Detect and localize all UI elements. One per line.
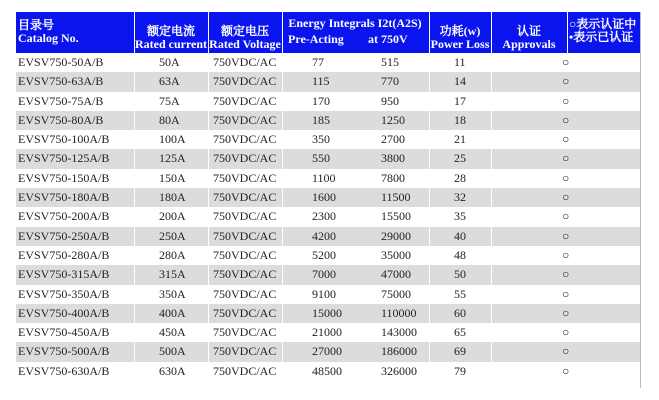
column-divider bbox=[491, 72, 492, 91]
cell-rated-voltage: 750VDC/AC bbox=[213, 170, 277, 185]
header-at750: at 750V bbox=[368, 32, 408, 46]
table-row bbox=[16, 169, 640, 188]
table-row bbox=[16, 227, 640, 246]
cell-catalog: EVSV750-315A/B bbox=[18, 267, 110, 282]
cell-rated-current: 150A bbox=[159, 170, 186, 185]
cell-pre-acting: 170 bbox=[312, 93, 330, 108]
cell-pre-acting: 5200 bbox=[312, 247, 336, 262]
table-body bbox=[16, 53, 640, 381]
cell-rated-current: 350A bbox=[159, 286, 186, 301]
column-divider bbox=[208, 227, 209, 246]
cell-rated-voltage: 750VDC/AC bbox=[213, 363, 277, 378]
table-row bbox=[16, 323, 640, 342]
column-divider bbox=[134, 227, 135, 246]
column-divider bbox=[134, 207, 135, 226]
column-divider bbox=[429, 227, 430, 246]
cell-rated-voltage: 750VDC/AC bbox=[213, 305, 277, 320]
cell-power-loss: 17 bbox=[454, 93, 466, 108]
table-row bbox=[16, 130, 640, 149]
cell-catalog: EVSV750-450A/B bbox=[18, 325, 110, 340]
cell-power-loss: 55 bbox=[454, 286, 466, 301]
cell-power-loss: 25 bbox=[454, 151, 466, 166]
column-divider bbox=[282, 323, 283, 342]
header-catalog-cn: 目录号 bbox=[18, 18, 55, 32]
column-divider bbox=[208, 53, 209, 72]
column-divider bbox=[491, 149, 492, 168]
cell-pre-acting: 1600 bbox=[312, 190, 336, 205]
column-divider bbox=[208, 304, 209, 323]
column-divider bbox=[134, 72, 135, 91]
column-divider bbox=[491, 265, 492, 284]
column-divider bbox=[282, 111, 283, 130]
column-divider bbox=[429, 53, 430, 72]
column-divider bbox=[134, 265, 135, 284]
cell-at-750v: 47000 bbox=[381, 267, 411, 282]
cell-catalog: EVSV750-50A/B bbox=[18, 55, 104, 69]
column-divider bbox=[282, 285, 283, 304]
cell-rated-voltage: 750VDC/AC bbox=[213, 112, 277, 127]
cell-rated-voltage: 750VDC/AC bbox=[213, 267, 277, 282]
cell-at-750v: 75000 bbox=[381, 286, 411, 301]
cell-catalog: EVSV750-400A/B bbox=[18, 305, 110, 320]
cell-rated-current: 280A bbox=[159, 247, 186, 262]
cell-at-750v: 29000 bbox=[381, 228, 411, 243]
cell-rated-voltage: 750VDC/AC bbox=[213, 325, 277, 340]
cell-power-loss: 21 bbox=[454, 132, 466, 147]
cell-rated-current: 400A bbox=[159, 305, 186, 320]
cell-power-loss: 14 bbox=[454, 74, 466, 89]
column-divider bbox=[208, 323, 209, 342]
column-divider bbox=[429, 362, 430, 381]
cell-power-loss: 32 bbox=[454, 190, 466, 205]
cell-at-750v: 326000 bbox=[381, 363, 417, 378]
column-divider bbox=[491, 304, 492, 323]
column-divider bbox=[134, 130, 135, 149]
table-row bbox=[16, 207, 640, 226]
column-divider bbox=[282, 342, 283, 361]
cell-catalog: EVSV750-125A/B bbox=[18, 151, 110, 166]
column-divider bbox=[208, 188, 209, 207]
cell-pre-acting: 48500 bbox=[312, 363, 342, 378]
column-divider bbox=[491, 285, 492, 304]
column-divider bbox=[134, 342, 135, 361]
column-divider bbox=[282, 53, 283, 72]
header-power-cn: 功耗(w) bbox=[439, 24, 481, 38]
cell-approval-status: ○ bbox=[562, 55, 570, 69]
column-divider bbox=[134, 169, 135, 188]
cell-rated-voltage: 750VDC/AC bbox=[213, 286, 277, 301]
cell-approval-status: ○ bbox=[562, 151, 570, 166]
column-divider bbox=[134, 362, 135, 381]
column-divider bbox=[282, 130, 283, 149]
header-current-en: Rated current bbox=[134, 37, 208, 51]
column-divider bbox=[134, 53, 135, 72]
cell-approval-status: ○ bbox=[562, 344, 570, 359]
cell-power-loss: 60 bbox=[454, 305, 466, 320]
column-divider bbox=[282, 72, 283, 91]
column-divider bbox=[491, 188, 492, 207]
cell-power-loss: 28 bbox=[454, 170, 466, 185]
cell-rated-voltage: 750VDC/AC bbox=[213, 93, 277, 108]
column-divider bbox=[491, 323, 492, 342]
column-divider bbox=[491, 53, 492, 72]
column-divider bbox=[134, 92, 135, 111]
cell-pre-acting: 2300 bbox=[312, 209, 336, 224]
product-spec-table bbox=[16, 12, 640, 381]
cell-rated-current: 180A bbox=[159, 190, 186, 205]
table-right-border bbox=[640, 12, 641, 388]
header-approvals-en: Approvals bbox=[502, 37, 556, 51]
cell-catalog: EVSV750-75A/B bbox=[18, 93, 104, 108]
cell-pre-acting: 9100 bbox=[312, 286, 336, 301]
header-approvals-cn: 认证 bbox=[516, 24, 541, 38]
cell-rated-voltage: 750VDC/AC bbox=[213, 74, 277, 89]
cell-rated-current: 315A bbox=[159, 267, 186, 282]
column-divider bbox=[134, 149, 135, 168]
cell-power-loss: 79 bbox=[454, 363, 466, 378]
cell-catalog: EVSV750-280A/B bbox=[18, 247, 110, 262]
cell-power-loss: 48 bbox=[454, 247, 466, 262]
cell-approval-status: ○ bbox=[562, 286, 570, 301]
cell-rated-current: 200A bbox=[159, 209, 186, 224]
column-divider bbox=[429, 188, 430, 207]
cell-rated-voltage: 750VDC/AC bbox=[213, 151, 277, 166]
cell-approval-status: ○ bbox=[562, 132, 570, 147]
column-divider bbox=[282, 227, 283, 246]
column-divider bbox=[282, 169, 283, 188]
column-divider bbox=[429, 92, 430, 111]
legend-certified: •表示已认证 bbox=[569, 30, 634, 44]
cell-rated-current: 63A bbox=[159, 74, 180, 89]
column-divider bbox=[491, 362, 492, 381]
column-divider bbox=[208, 92, 209, 111]
column-divider bbox=[491, 130, 492, 149]
cell-pre-acting: 350 bbox=[312, 132, 330, 147]
cell-power-loss: 35 bbox=[454, 209, 466, 224]
header-catalog-en: Catalog No. bbox=[18, 31, 79, 45]
column-divider bbox=[208, 169, 209, 188]
cell-at-750v: 143000 bbox=[381, 325, 417, 340]
cell-pre-acting: 21000 bbox=[312, 325, 342, 340]
column-divider bbox=[134, 323, 135, 342]
cell-at-750v: 15500 bbox=[381, 209, 411, 224]
cell-catalog: EVSV750-63A/B bbox=[18, 74, 104, 89]
column-divider bbox=[282, 92, 283, 111]
table-row bbox=[16, 72, 640, 91]
table-row bbox=[16, 92, 640, 111]
cell-pre-acting: 4200 bbox=[312, 228, 336, 243]
cell-at-750v: 1250 bbox=[381, 112, 405, 127]
column-divider bbox=[491, 227, 492, 246]
cell-pre-acting: 550 bbox=[312, 151, 330, 166]
cell-power-loss: 65 bbox=[454, 325, 466, 340]
cell-at-750v: 3800 bbox=[381, 151, 405, 166]
cell-pre-acting: 115 bbox=[312, 74, 330, 89]
cell-catalog: EVSV750-80A/B bbox=[18, 112, 104, 127]
column-divider bbox=[429, 207, 430, 226]
cell-catalog: EVSV750-100A/B bbox=[18, 132, 110, 147]
table-row bbox=[16, 188, 640, 207]
column-divider bbox=[208, 111, 209, 130]
cell-power-loss: 18 bbox=[454, 112, 466, 127]
cell-at-750v: 950 bbox=[381, 93, 399, 108]
cell-rated-voltage: 750VDC/AC bbox=[213, 55, 277, 69]
cell-rated-current: 450A bbox=[159, 325, 186, 340]
table-row bbox=[16, 342, 640, 361]
cell-at-750v: 770 bbox=[381, 74, 399, 89]
column-divider bbox=[491, 342, 492, 361]
cell-rated-voltage: 750VDC/AC bbox=[213, 209, 277, 224]
cell-power-loss: 11 bbox=[454, 55, 466, 69]
cell-rated-current: 75A bbox=[159, 93, 180, 108]
cell-rated-voltage: 750VDC/AC bbox=[213, 344, 277, 359]
column-divider bbox=[282, 207, 283, 226]
cell-approval-status: ○ bbox=[562, 325, 570, 340]
column-divider bbox=[282, 362, 283, 381]
cell-rated-voltage: 750VDC/AC bbox=[213, 247, 277, 262]
cell-catalog: EVSV750-350A/B bbox=[18, 286, 110, 301]
cell-at-750v: 7800 bbox=[381, 170, 405, 185]
cell-at-750v: 11500 bbox=[381, 190, 411, 205]
column-divider bbox=[429, 111, 430, 130]
table-row bbox=[16, 53, 640, 72]
table-row bbox=[16, 362, 640, 381]
cell-power-loss: 50 bbox=[454, 267, 466, 282]
column-divider bbox=[429, 265, 430, 284]
column-divider bbox=[134, 246, 135, 265]
cell-power-loss: 40 bbox=[454, 228, 466, 243]
cell-catalog: EVSV750-250A/B bbox=[18, 228, 110, 243]
header-voltage-cn: 额定电压 bbox=[220, 24, 269, 38]
cell-catalog: EVSV750-180A/B bbox=[18, 190, 110, 205]
table-row bbox=[16, 246, 640, 265]
cell-catalog: EVSV750-150A/B bbox=[18, 170, 110, 185]
column-divider bbox=[282, 149, 283, 168]
column-divider bbox=[134, 188, 135, 207]
column-divider bbox=[429, 323, 430, 342]
cell-at-750v: 515 bbox=[381, 55, 399, 69]
cell-rated-current: 100A bbox=[159, 132, 186, 147]
table-row bbox=[16, 149, 640, 168]
cell-pre-acting: 185 bbox=[312, 112, 330, 127]
column-divider bbox=[282, 246, 283, 265]
table-row bbox=[16, 304, 640, 323]
column-divider bbox=[208, 72, 209, 91]
column-divider bbox=[429, 285, 430, 304]
cell-approval-status: ○ bbox=[562, 170, 570, 185]
column-divider bbox=[134, 285, 135, 304]
cell-rated-current: 250A bbox=[159, 228, 186, 243]
cell-rated-current: 630A bbox=[159, 363, 186, 378]
cell-catalog: EVSV750-500A/B bbox=[18, 344, 110, 359]
cell-approval-status: ○ bbox=[562, 112, 570, 127]
cell-approval-status: ○ bbox=[562, 267, 570, 282]
column-divider bbox=[491, 246, 492, 265]
header-power-en: Power Loss bbox=[430, 37, 490, 51]
cell-at-750v: 110000 bbox=[381, 305, 417, 320]
column-divider bbox=[282, 265, 283, 284]
cell-pre-acting: 15000 bbox=[312, 305, 342, 320]
cell-at-750v: 35000 bbox=[381, 247, 411, 262]
column-divider bbox=[491, 92, 492, 111]
cell-rated-current: 80A bbox=[159, 112, 180, 127]
header-energy bbox=[282, 17, 428, 58]
cell-approval-status: ○ bbox=[562, 363, 570, 378]
cell-pre-acting: 27000 bbox=[312, 344, 342, 359]
column-divider bbox=[491, 207, 492, 226]
cell-rated-voltage: 750VDC/AC bbox=[213, 132, 277, 147]
column-divider bbox=[429, 149, 430, 168]
cell-rated-current: 125A bbox=[159, 151, 186, 166]
cell-rated-current: 50A bbox=[159, 55, 180, 69]
cell-approval-status: ○ bbox=[562, 74, 570, 89]
cell-catalog: EVSV750-200A/B bbox=[18, 209, 110, 224]
table-header bbox=[16, 12, 640, 53]
table-row bbox=[16, 111, 640, 130]
cell-catalog: EVSV750-630A/B bbox=[18, 363, 110, 378]
header-current-cn: 额定电流 bbox=[146, 24, 195, 38]
cell-at-750v: 186000 bbox=[381, 344, 417, 359]
cell-approval-status: ○ bbox=[562, 190, 570, 205]
column-divider bbox=[208, 130, 209, 149]
column-divider bbox=[134, 111, 135, 130]
cell-approval-status: ○ bbox=[562, 247, 570, 262]
column-divider bbox=[429, 72, 430, 91]
header-preacting: Pre-Acting bbox=[288, 32, 344, 46]
header-energy-title: Energy Integrals I2t(A2S) bbox=[288, 16, 422, 30]
table-row bbox=[16, 265, 640, 284]
header-voltage-en: Rated Voltage bbox=[209, 37, 281, 51]
cell-pre-acting: 1100 bbox=[312, 170, 336, 185]
column-divider bbox=[491, 169, 492, 188]
cell-rated-current: 500A bbox=[159, 344, 186, 359]
cell-rated-voltage: 750VDC/AC bbox=[213, 228, 277, 243]
column-divider bbox=[208, 207, 209, 226]
column-divider bbox=[208, 265, 209, 284]
header-divider bbox=[567, 12, 568, 53]
column-divider bbox=[134, 304, 135, 323]
cell-at-750v: 2700 bbox=[381, 132, 405, 147]
column-divider bbox=[208, 342, 209, 361]
cell-approval-status: ○ bbox=[562, 209, 570, 224]
cell-approval-status: ○ bbox=[562, 93, 570, 108]
column-divider bbox=[491, 111, 492, 130]
column-divider bbox=[429, 246, 430, 265]
cell-pre-acting: 77 bbox=[312, 55, 324, 69]
legend-certifying: ○表示认证中 bbox=[569, 17, 637, 31]
cell-approval-status: ○ bbox=[562, 305, 570, 320]
column-divider bbox=[429, 304, 430, 323]
column-divider bbox=[429, 130, 430, 149]
column-divider bbox=[208, 246, 209, 265]
column-divider bbox=[208, 285, 209, 304]
column-divider bbox=[429, 169, 430, 188]
table-row bbox=[16, 285, 640, 304]
column-divider bbox=[282, 188, 283, 207]
column-divider bbox=[208, 149, 209, 168]
column-divider bbox=[429, 342, 430, 361]
cell-pre-acting: 7000 bbox=[312, 267, 336, 282]
column-divider bbox=[208, 362, 209, 381]
cell-approval-status: ○ bbox=[562, 228, 570, 243]
cell-power-loss: 69 bbox=[454, 344, 466, 359]
cell-rated-voltage: 750VDC/AC bbox=[213, 190, 277, 205]
column-divider bbox=[282, 304, 283, 323]
